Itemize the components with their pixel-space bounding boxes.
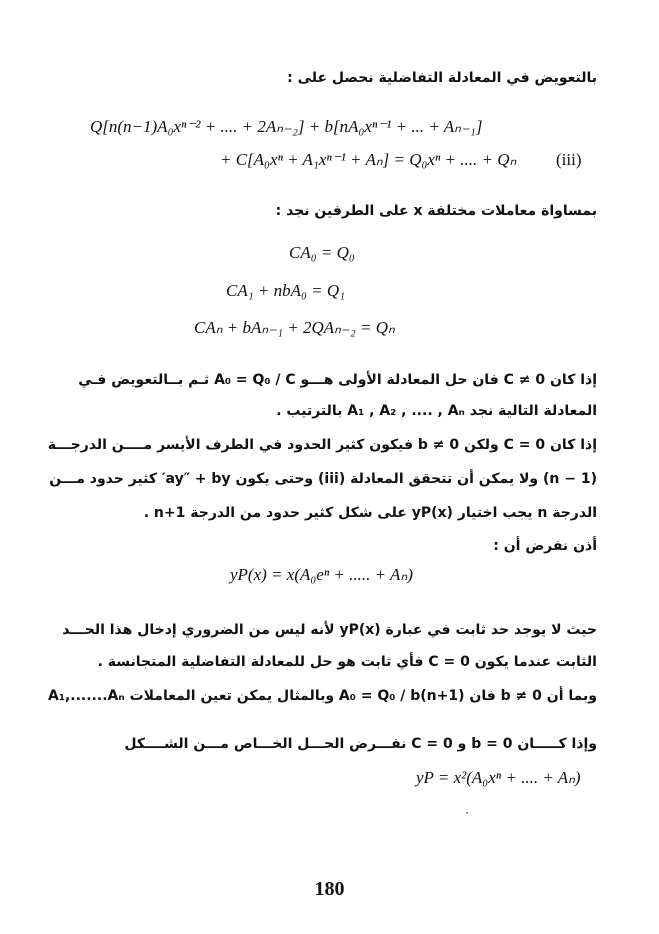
text-line-1: بالتعويض في المعادلة التفاضلية نحصل على : [287, 70, 597, 86]
stray-mark [466, 812, 468, 814]
text-line-9: حيث لا يوجد حد ثابت في عبارة yP(x) لأنه ليس من الضروري إدخال هذا الحـــد [62, 622, 597, 638]
page-number: 180 [314, 878, 345, 900]
equation-label: (iii) [556, 150, 582, 169]
text-line-10: الثابت عندما يكون C = 0 فأي ثابت هو حل للمعادلة التفاضلية المتجانسة . [97, 654, 597, 670]
equation-yp-assumption: yP(x) = x(A₀eⁿ + ..... + Aₙ) [230, 565, 413, 584]
text-line-5: إذا كان C = 0 ولكن b ≠ 0 فيكون كثير الحدود في الطرف الأيسر مــــن الدرجـــة [47, 437, 597, 453]
text-line-2: بمساواة معاملات مختلفة x على الطرفين نجد : [275, 203, 597, 219]
text-line-4: المعادلة التالية نجد A₁ , A₂ , .... , Aₙ بالترتيب . [276, 403, 597, 419]
text-line-7: الدرجة n يجب اختيار yP(x) على شكل كثير حدود من الدرجة n+1 . [143, 505, 597, 521]
equation-ca1: CA₁ + nbA₀ = Q₁ [226, 281, 346, 300]
text-line-3: إذا كان C ≠ 0 فان حل المعادلة الأولى هـــو A₀ = Q₀ / C ثـم بــالتعويض فـي [78, 372, 597, 388]
equation-iii-line-1: Q[n(n−1)A₀xⁿ⁻² + .... + 2Aₙ₋₂] + b[nA₀xⁿ⁻¹ + ... + Aₙ₋₁] [90, 117, 483, 136]
text-line-12: وإذا كـــــان b = 0 و C = 0 نفـــرض الحـــل الخـــاص مـــن الشــــكل [124, 736, 597, 752]
text-line-11: وبما أن b ≠ 0 فان A₀ = Q₀ / b(n+1) وبالمثال يمكن تعين المعاملات A₁,.......Aₙ [48, 688, 597, 704]
text-line-8: أذن نفرض أن : [493, 538, 597, 554]
equation-yp-final: yP = x²(A₀xⁿ + .... + Aₙ) [416, 768, 581, 787]
equation-can: CAₙ + bAₙ₋₁ + 2QAₙ₋₂ = Qₙ [194, 318, 395, 337]
equation-ca0: CA₀ = Q₀ [289, 243, 355, 262]
text-line-6: (n − 1) ولا يمكن أن تتحقق المعادلة (iii) وحتى يكون ay″ + by′ كثير حدود مـــن [49, 471, 597, 487]
equation-iii-line-2: + C[A₀xⁿ + A₁xⁿ⁻¹ + Aₙ] = Q₀xⁿ + .... + Qₙ [220, 150, 517, 169]
